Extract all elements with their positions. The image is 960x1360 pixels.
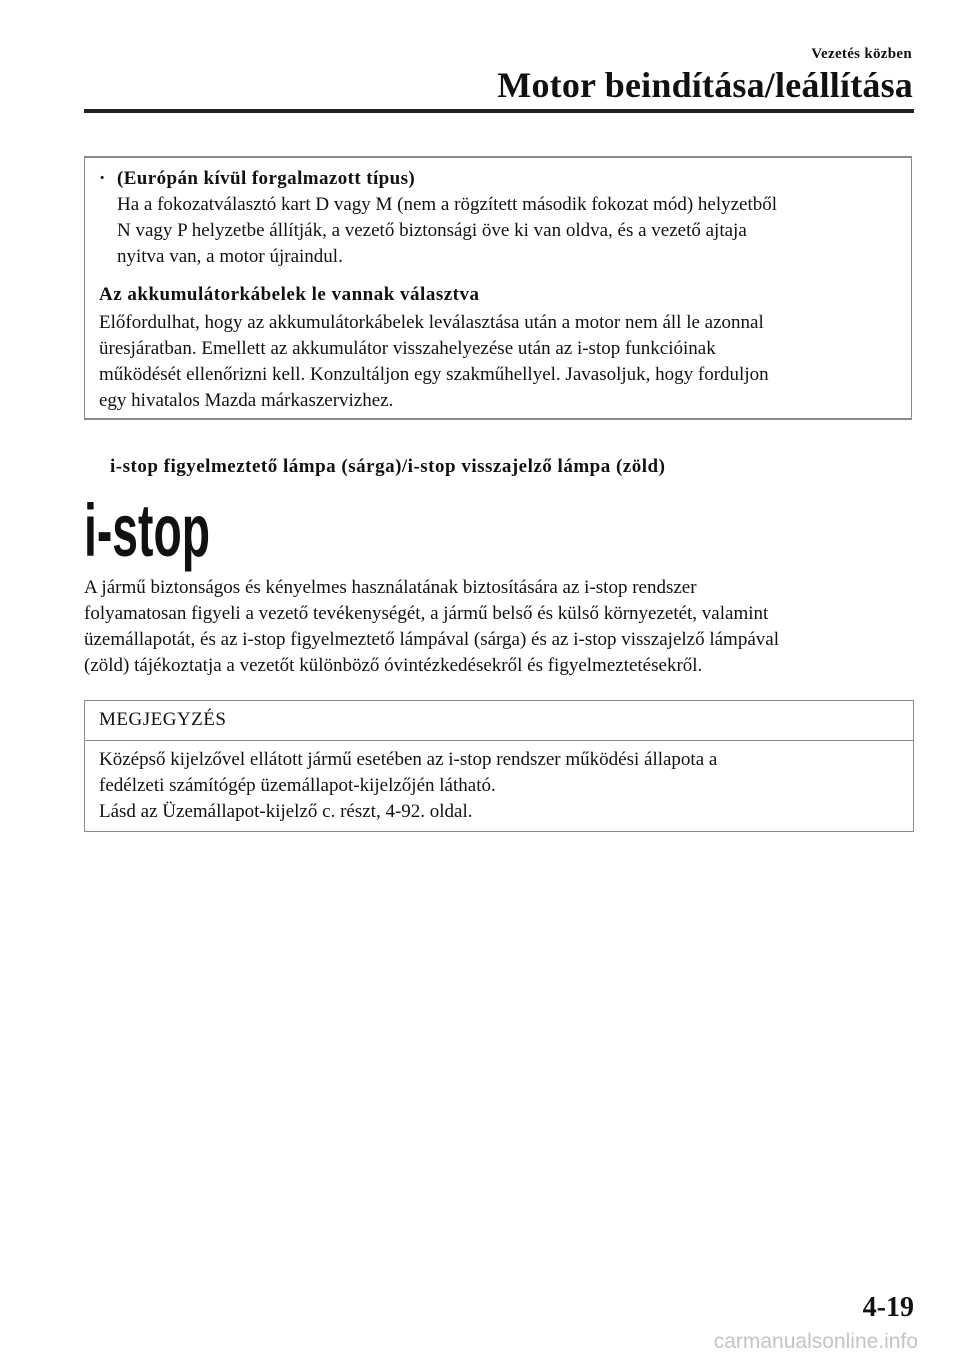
main-paragraph-line: (zöld) tájékoztatja a vezetőt különböző óvintézkedésekről és figyelmeztetésekről. (84, 655, 703, 676)
main-paragraph (84, 575, 914, 679)
section-label: Vezetés közben (811, 46, 912, 62)
i-stop-indicator-icon (84, 489, 214, 572)
bullet-body (117, 192, 907, 270)
info-paragraph-line: egy hivatalos Mazda márkaszervizhez. (99, 390, 394, 411)
note-divider (85, 740, 913, 741)
main-paragraph-line: folyamatosan figyeli a vezető tevékenységét, a jármű belső és külső környezetét, valamint (84, 603, 769, 624)
info-paragraph (99, 310, 899, 414)
bullet-heading: (Európán kívül forgalmazott típus) (117, 168, 416, 189)
main-paragraph-line: üzemállapotát, és az i-stop figyelmeztető lámpával (sárga) és az i-stop visszajelző lámpával (84, 629, 779, 650)
note-line: fedélzeti számítógép üzemállapot-kijelzőjén látható. (99, 775, 496, 796)
bullet-line: Ha a fokozatválasztó kart D vagy M (nem a rögzített második fokozat mód) helyzetből (117, 194, 778, 215)
info-paragraph-line: üresjáratban. Emellett az akkumulátor visszahelyezése után az i-stop funkcióinak (99, 338, 716, 359)
note-title: MEGJEGYZÉS (99, 709, 227, 730)
info-box (84, 156, 912, 420)
section-heading: i-stop figyelmeztető lámpa (sárga)/i-stop visszajelző lámpa (zöld) (110, 456, 666, 477)
note-box (84, 700, 914, 832)
bullet-marker: · (99, 168, 106, 189)
header-divider (84, 109, 914, 113)
main-paragraph-line: A jármű biztonságos és kényelmes használatának biztosítására az i-stop rendszer (84, 577, 697, 598)
page-title: Motor beindítása/leállítása (497, 65, 913, 105)
page-number: 4-19 (862, 1292, 914, 1323)
note-line: Középső kijelzővel ellátott jármű esetében az i-stop rendszer működési állapota a (99, 749, 718, 770)
info-paragraph-line: Előfordulhat, hogy az akkumulátorkábelek leválasztása után a motor nem áll le azonnal (99, 312, 764, 333)
note-line: Lásd az Üzemállapot-kijelző c. részt, 4-92. oldal. (99, 801, 473, 822)
note-body (99, 747, 899, 825)
watermark: carmanualsonline.info (713, 1330, 918, 1353)
logo-text: i-stop (84, 489, 210, 572)
info-subheading: Az akkumulátorkábelek le vannak választva (99, 284, 480, 305)
info-paragraph-line: működését ellenőrizni kell. Konzultáljon egy szakműhellyel. Javasoljuk, hogy forduljon (99, 364, 769, 385)
bullet-line: nyitva van, a motor újraindul. (117, 246, 343, 267)
bullet-line: N vagy P helyzetbe állítják, a vezető biztonsági öve ki van oldva, és a vezető ajtaja (117, 220, 747, 241)
